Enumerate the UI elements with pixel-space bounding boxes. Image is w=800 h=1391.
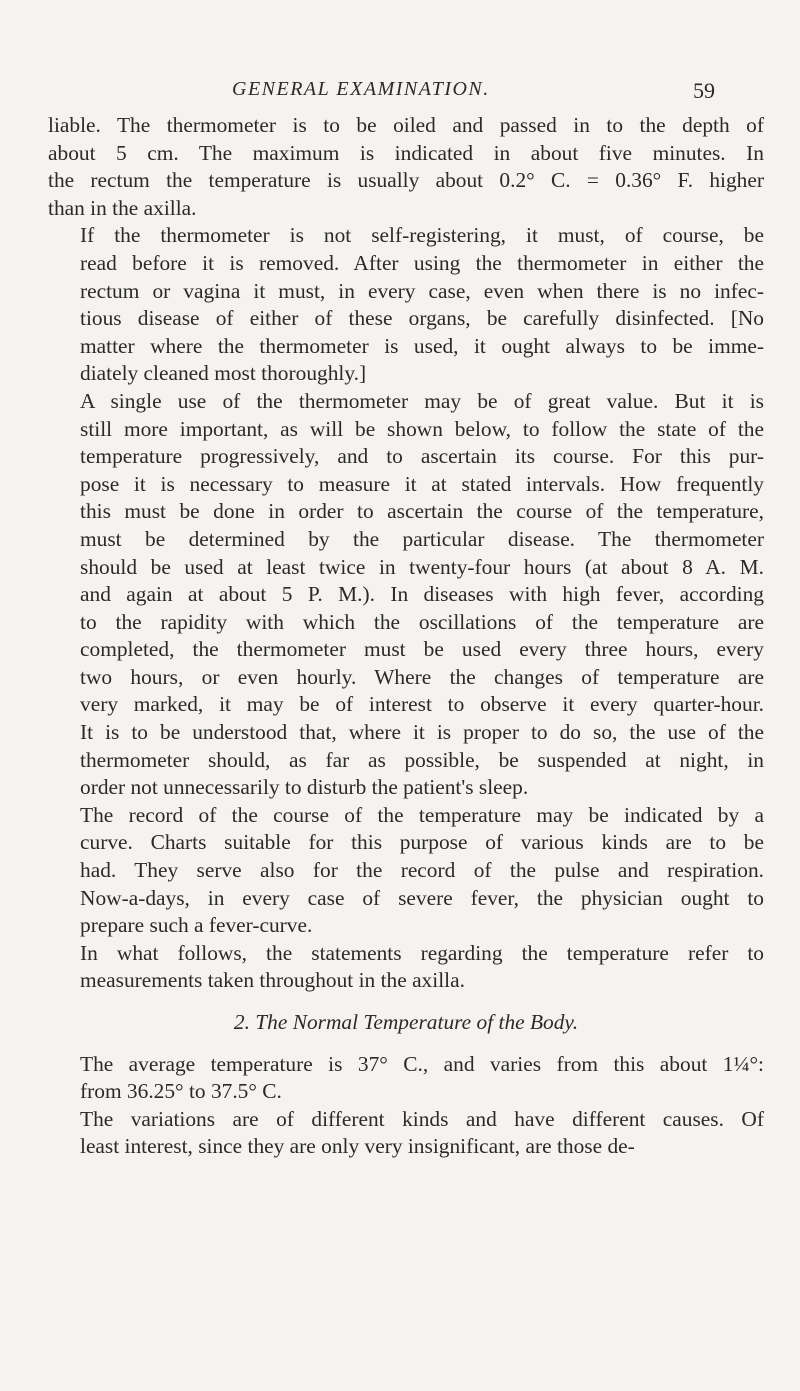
text-line: the rectum the temperature is usually about 0.2° C. = 0.36° F. higher bbox=[48, 168, 764, 193]
text-line: temperature progressively, and to ascertain its course. For this pur- bbox=[80, 444, 764, 469]
running-head: GENERAL EXAMINATION. bbox=[232, 78, 490, 100]
paragraph bbox=[48, 112, 764, 222]
paragraph bbox=[48, 222, 764, 388]
text-line: The average temperature is 37° C., and varies from this about 1¼°: bbox=[80, 1051, 764, 1076]
text-line: thermometer should, as far as possible, be suspended at night, in bbox=[80, 747, 764, 772]
text-line: read before it is removed. After using the thermometer in either the bbox=[80, 250, 764, 275]
text-line: order not unnecessarily to disturb the patient's sleep. bbox=[80, 775, 529, 800]
text-line: tious disease of either of these organs, be carefully disinfected. [No bbox=[80, 306, 764, 331]
paragraph bbox=[48, 1106, 764, 1161]
section-heading: 2. The Normal Temperature of the Body. bbox=[233, 1010, 579, 1034]
text-line: curve. Charts suitable for this purpose of various kinds are to be bbox=[80, 830, 764, 855]
text-line: and again at about 5 P. M.). In diseases with high fever, according bbox=[80, 582, 764, 607]
text-line: matter where the thermometer is used, it ought always to be imme- bbox=[80, 333, 764, 358]
text-line: liable. The thermometer is to be oiled and passed in to the depth of bbox=[48, 113, 764, 137]
text-line: still more important, as will be shown below, to follow the state of the bbox=[80, 416, 764, 441]
paragraph bbox=[48, 1051, 764, 1106]
text-line: measurements taken throughout in the axilla. bbox=[80, 968, 465, 993]
text-line: should be used at least twice in twenty-four hours (at about 8 A. M. bbox=[80, 554, 764, 579]
paragraphs-after-heading bbox=[48, 1051, 764, 1161]
paragraphs-before-heading bbox=[48, 112, 764, 995]
paragraph bbox=[48, 940, 764, 995]
text-line: The record of the course of the temperature may be indicated by a bbox=[80, 802, 764, 827]
text-line: The variations are of different kinds and have different causes. Of bbox=[80, 1106, 764, 1131]
text-line: very marked, it may be of interest to observe it every quarter-hour. bbox=[80, 692, 764, 717]
text-line: least interest, since they are only very insignificant, are those de- bbox=[80, 1134, 635, 1159]
text-line: two hours, or even hourly. Where the changes of temperature are bbox=[80, 664, 764, 689]
text-line: than in the axilla. bbox=[48, 195, 197, 220]
text-line: this must be done in order to ascertain the course of the temperature, bbox=[80, 499, 764, 524]
text-line: rectum or vagina it must, in every case, even when there is no infec- bbox=[80, 278, 764, 303]
text-line: from 36.25° to 37.5° C. bbox=[80, 1079, 282, 1104]
text-line: In what follows, the statements regarding the temperature refer to bbox=[80, 940, 764, 965]
page-number: 59 bbox=[693, 78, 715, 103]
text-line: must be determined by the particular disease. The thermometer bbox=[80, 526, 764, 551]
text-line: to the rapidity with which the oscillations of the temperature are bbox=[80, 609, 764, 634]
text-line: completed, the thermometer must be used every three hours, every bbox=[80, 637, 764, 662]
text-line: It is to be understood that, where it is proper to do so, the use of the bbox=[80, 720, 764, 745]
text-line: pose it is necessary to measure it at stated intervals. How frequently bbox=[80, 471, 764, 496]
body-text bbox=[48, 112, 764, 1161]
text-line: If the thermometer is not self-registering, it must, of course, be bbox=[80, 223, 764, 248]
text-line: had. They serve also for the record of the pulse and respiration. bbox=[80, 858, 764, 883]
text-line: Now-a-days, in every case of severe fever, the physician ought to bbox=[80, 885, 764, 910]
text-line: prepare such a fever-curve. bbox=[80, 913, 313, 938]
page-header bbox=[0, 72, 800, 112]
paragraph bbox=[48, 802, 764, 940]
text-line: diately cleaned most thoroughly.] bbox=[80, 361, 367, 386]
text-line: A single use of the thermometer may be of great value. But it is bbox=[80, 388, 764, 413]
text-line: about 5 cm. The maximum is indicated in about five minutes. In bbox=[48, 140, 764, 165]
paragraph bbox=[48, 388, 764, 802]
